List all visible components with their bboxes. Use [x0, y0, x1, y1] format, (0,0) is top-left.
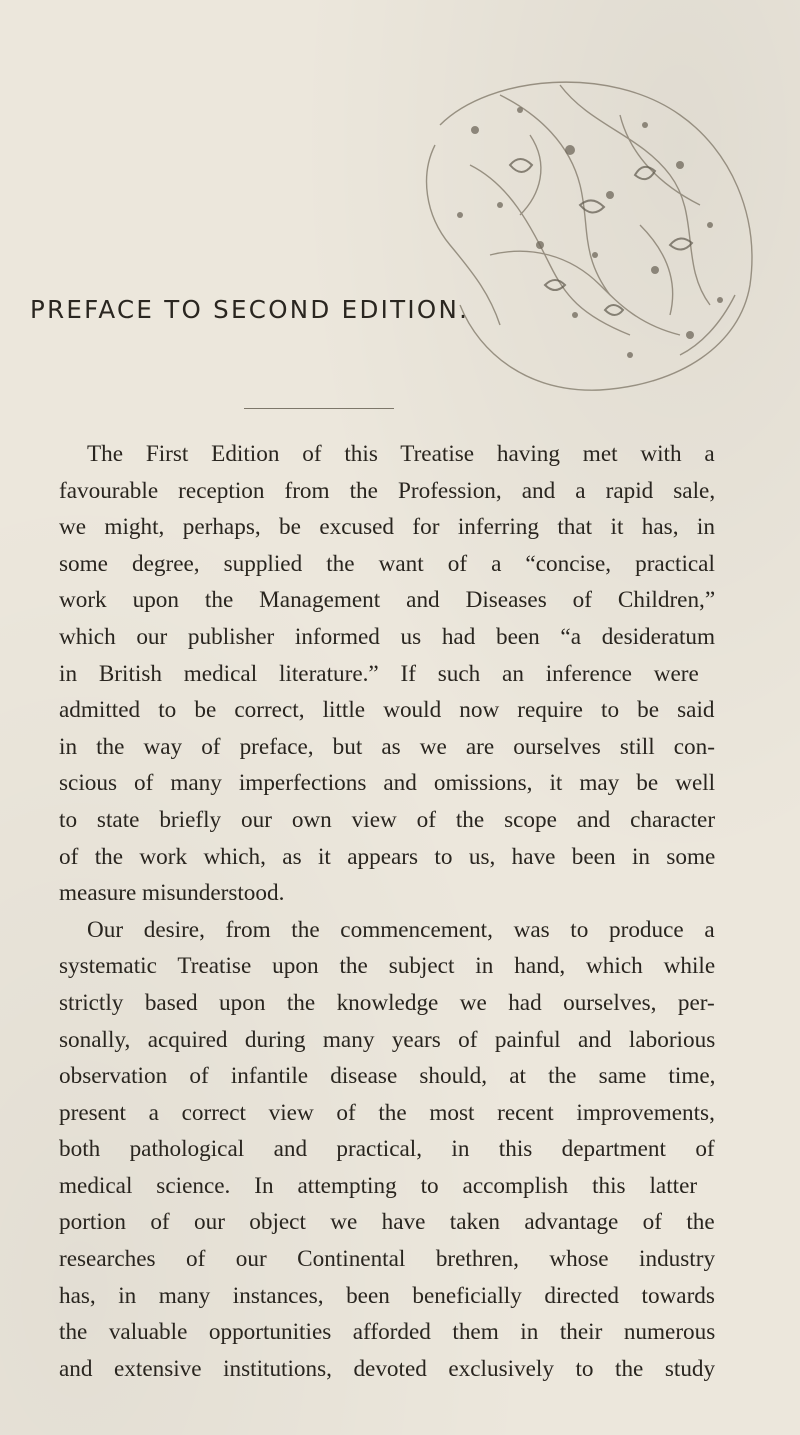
- text-line: to state briefly our own view of the scope and character: [59, 806, 716, 833]
- paragraph-2: [59, 912, 715, 1388]
- text-line: strictly based upon the knowledge we had ourselves, per-: [59, 989, 715, 1016]
- text-line: systematic Treatise upon the subject in hand, which while: [59, 953, 716, 980]
- text-line: The First Edition of this Treatise having met with a: [87, 441, 715, 467]
- ornamental-vignette: [380, 55, 770, 415]
- text-line: researches of our Continental brethren, whose industry: [59, 1246, 716, 1273]
- text-line: present a correct view of the most recent improvements,: [59, 1099, 715, 1126]
- text-line: has, in many instances, been beneficially directed towards: [59, 1282, 715, 1309]
- divider: [244, 408, 394, 409]
- text-line: measure misunderstood.: [59, 880, 285, 907]
- text-line: medical science. In attempting to accomplish this latter: [59, 1172, 698, 1199]
- text-line: and extensive institutions, devoted exclusively to the study: [59, 1355, 716, 1382]
- text-line: work upon the Management and Diseases of Children,”: [59, 587, 716, 614]
- text-line: in British medical literature.” If such an inference were: [59, 660, 699, 687]
- text-line: in the way of preface, but as we are ourselves still con-: [59, 733, 715, 760]
- text-line: sonally, acquired during many years of painful and laborious: [59, 1026, 716, 1053]
- text-line: of the work which, as it appears to us, have been in some: [59, 843, 716, 870]
- text-line: observation of infantile disease should, at the same time,: [59, 1063, 716, 1090]
- page-title: PREFACE TO SECOND EDITION.: [30, 295, 470, 324]
- paragraph-1: [59, 436, 715, 912]
- text-line: scious of many imperfections and omissions, it may be well: [59, 770, 716, 797]
- text-line: we might, perhaps, be excused for inferring that it has, in: [59, 514, 715, 541]
- text-line: both pathological and practical, in this department of: [59, 1136, 715, 1163]
- text-line: favourable reception from the Profession, and a rapid sale,: [59, 477, 716, 504]
- text-line: portion of our object we have taken advantage of the: [59, 1209, 715, 1236]
- text-line: some degree, supplied the want of a “concise, practical: [59, 550, 715, 577]
- text-line: the valuable opportunities afforded them in their numerous: [59, 1319, 716, 1346]
- text-line: Our desire, from the commencement, was to produce a: [87, 916, 715, 943]
- text-line: admitted to be correct, little would now require to be said: [59, 697, 715, 724]
- text-line: which our publisher informed us had been “a desideratum: [59, 623, 716, 650]
- preface-text: [59, 436, 715, 1387]
